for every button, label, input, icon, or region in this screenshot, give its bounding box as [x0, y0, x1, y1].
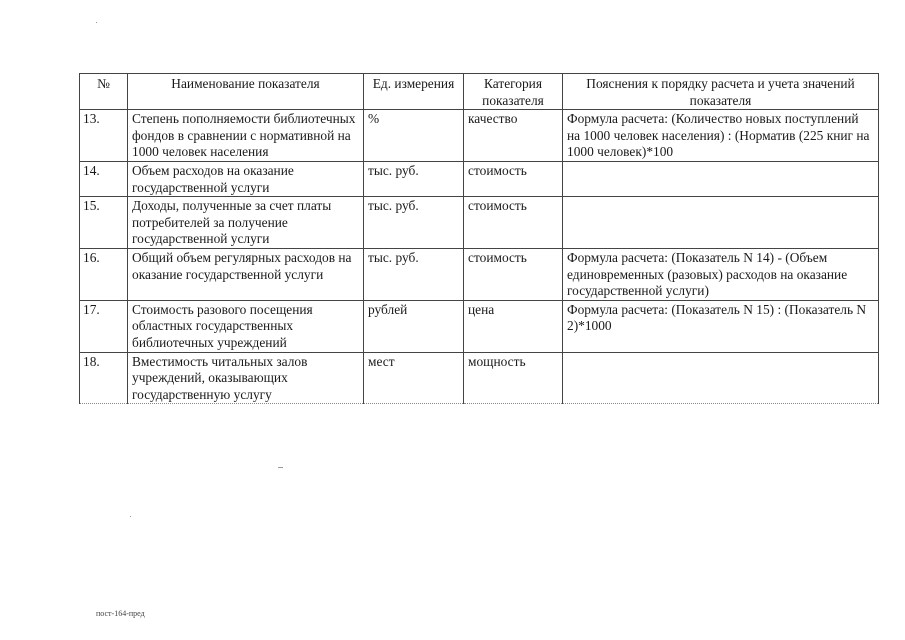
row-note — [563, 352, 879, 404]
row-category: стоимость — [464, 161, 563, 196]
table-header-row — [80, 74, 879, 110]
row-note: Формула расчета: (Показатель N 15) : (Показатель N 2)*1000 — [563, 300, 879, 352]
table-row — [80, 110, 879, 162]
row-category: цена — [464, 300, 563, 352]
table-row — [80, 161, 879, 196]
scan-speck — [96, 22, 97, 23]
scan-speck — [130, 516, 131, 517]
header-name: Наименование показателя — [128, 74, 364, 110]
row-name: Объем расходов на оказание государственной услуги — [128, 161, 364, 196]
row-name: Степень пополняемости библиотечных фондов в сравнении с нормативной на 1000 человек населения — [128, 110, 364, 162]
table-row — [80, 197, 879, 249]
header-unit: Ед. измерения — [364, 74, 464, 110]
row-number: 18. — [80, 352, 128, 404]
row-name: Стоимость разового посещения областных государственных библиотечных учреждений — [128, 300, 364, 352]
row-category: мощность — [464, 352, 563, 404]
row-unit: рублей — [364, 300, 464, 352]
header-category: Категория показателя — [464, 74, 563, 110]
row-number: 15. — [80, 197, 128, 249]
header-number: № — [80, 74, 128, 110]
indicators-table — [79, 73, 879, 404]
row-number: 14. — [80, 161, 128, 196]
row-unit: тыс. руб. — [364, 197, 464, 249]
row-number: 16. — [80, 248, 128, 300]
row-unit: тыс. руб. — [364, 248, 464, 300]
row-name: Общий объем регулярных расходов на оказание государственной услуги — [128, 248, 364, 300]
row-note — [563, 161, 879, 196]
page-footer: пост-164-пред — [96, 609, 145, 618]
row-number: 17. — [80, 300, 128, 352]
row-unit: мест — [364, 352, 464, 404]
table-row — [80, 352, 879, 404]
table-row — [80, 248, 879, 300]
row-unit: тыс. руб. — [364, 161, 464, 196]
row-name: Доходы, полученные за счет платы потребителей за получение государственной услуги — [128, 197, 364, 249]
row-note: Формула расчета: (Показатель N 14) - (Объем единовременных (разовых) расходов на оказание государственной услуги) — [563, 248, 879, 300]
row-category: стоимость — [464, 248, 563, 300]
row-number: 13. — [80, 110, 128, 162]
row-note: Формула расчета: (Количество новых поступлений на 1000 человек населения) : (Норматив (225 книг на 1000 человек)*100 — [563, 110, 879, 162]
row-note — [563, 197, 879, 249]
table-row — [80, 300, 879, 352]
row-category: качество — [464, 110, 563, 162]
row-unit: % — [364, 110, 464, 162]
header-note: Пояснения к порядку расчета и учета значений показателя — [563, 74, 879, 110]
row-name: Вместимость читальных залов учреждений, оказывающих государственную услугу — [128, 352, 364, 404]
scan-speck — [278, 467, 283, 468]
row-category: стоимость — [464, 197, 563, 249]
